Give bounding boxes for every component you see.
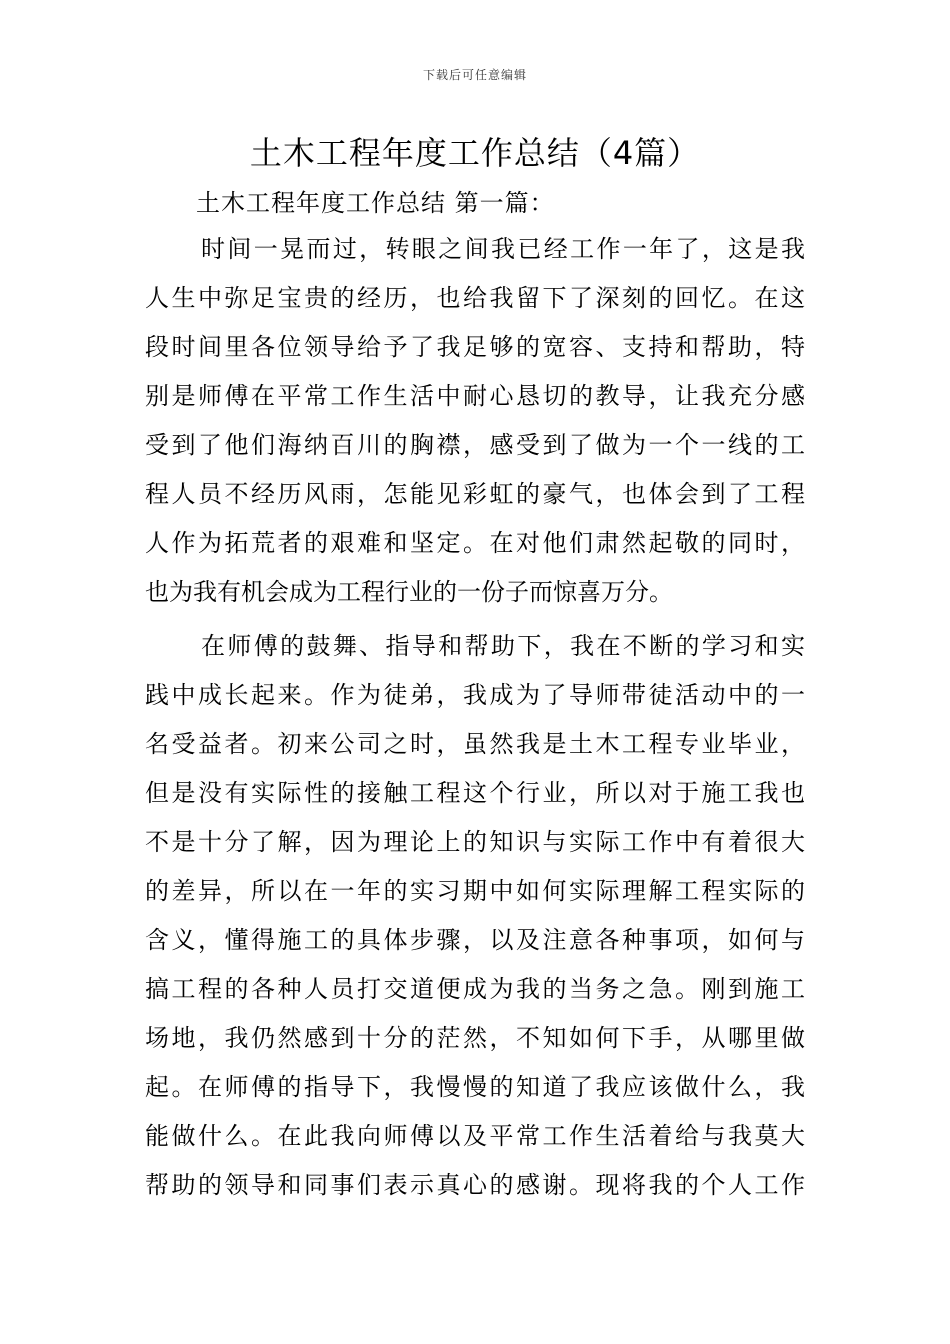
paragraph-line: 践中成长起来。作为徒弟，我成为了导师带徒活动中的一 (145, 681, 805, 709)
paragraph-line: 在师傅的鼓舞、指导和帮助下，我在不断的学习和实 (201, 632, 805, 660)
paragraph-line: 的差异，所以在一年的实习期中如何实际理解工程实际的 (145, 877, 805, 905)
paragraph-line: 别是师傅在平常工作生活中耐心恳切的教导，让我充分感 (145, 382, 805, 410)
paragraph-line: 人作为拓荒者的艰难和坚定。在对他们肃然起敬的同时， (145, 529, 805, 557)
paragraph-line: 名受益者。初来公司之时，虽然我是土木工程专业毕业， (145, 730, 805, 758)
paragraph-line: 也为我有机会成为工程行业的一份子而惊喜万分。 (145, 578, 673, 606)
paragraph-line: 含义，懂得施工的具体步骤，以及注意各种事项，如何与 (145, 926, 805, 954)
section-heading: 土木工程年度工作总结 第一篇： (196, 189, 555, 217)
paragraph-line: 搞工程的各种人员打交道便成为我的当务之急。刚到施工 (145, 975, 805, 1003)
paragraph-line: 程人员不经历风雨，怎能见彩虹的豪气，也体会到了工程 (145, 480, 805, 508)
paragraph-line: 帮助的领导和同事们表示真心的感谢。现将我的个人工作 (145, 1171, 805, 1199)
paragraph-line: 不是十分了解，因为理论上的知识与实际工作中有着很大 (145, 828, 805, 856)
document-title: 土木工程年度工作总结（4篇） (249, 134, 701, 172)
paragraph-line: 能做什么。在此我向师傅以及平常工作生活着给与我莫大 (145, 1122, 805, 1150)
paragraph-line: 人生中弥足宝贵的经历，也给我留下了深刻的回忆。在这 (145, 284, 805, 312)
paragraph-line: 受到了他们海纳百川的胸襟，感受到了做为一个一线的工 (145, 431, 805, 459)
paragraph-1 (145, 225, 805, 617)
paragraph-line: 段时间里各位领导给予了我足够的宽容、支持和帮助，特 (145, 333, 805, 361)
paragraph-line: 但是没有实际性的接触工程这个行业，所以对于施工我也 (145, 779, 805, 807)
paragraph-line: 场地，我仍然感到十分的茫然，不知如何下手，从哪里做 (145, 1024, 805, 1052)
paragraph-line: 时间一晃而过，转眼之间我已经工作一年了，这是我 (201, 235, 805, 263)
paragraph-line: 起。在师傅的指导下，我慢慢的知道了我应该做什么，我 (145, 1073, 805, 1101)
header-note: 下载后可任意编辑 (422, 68, 527, 82)
paragraph-2 (145, 622, 805, 1210)
